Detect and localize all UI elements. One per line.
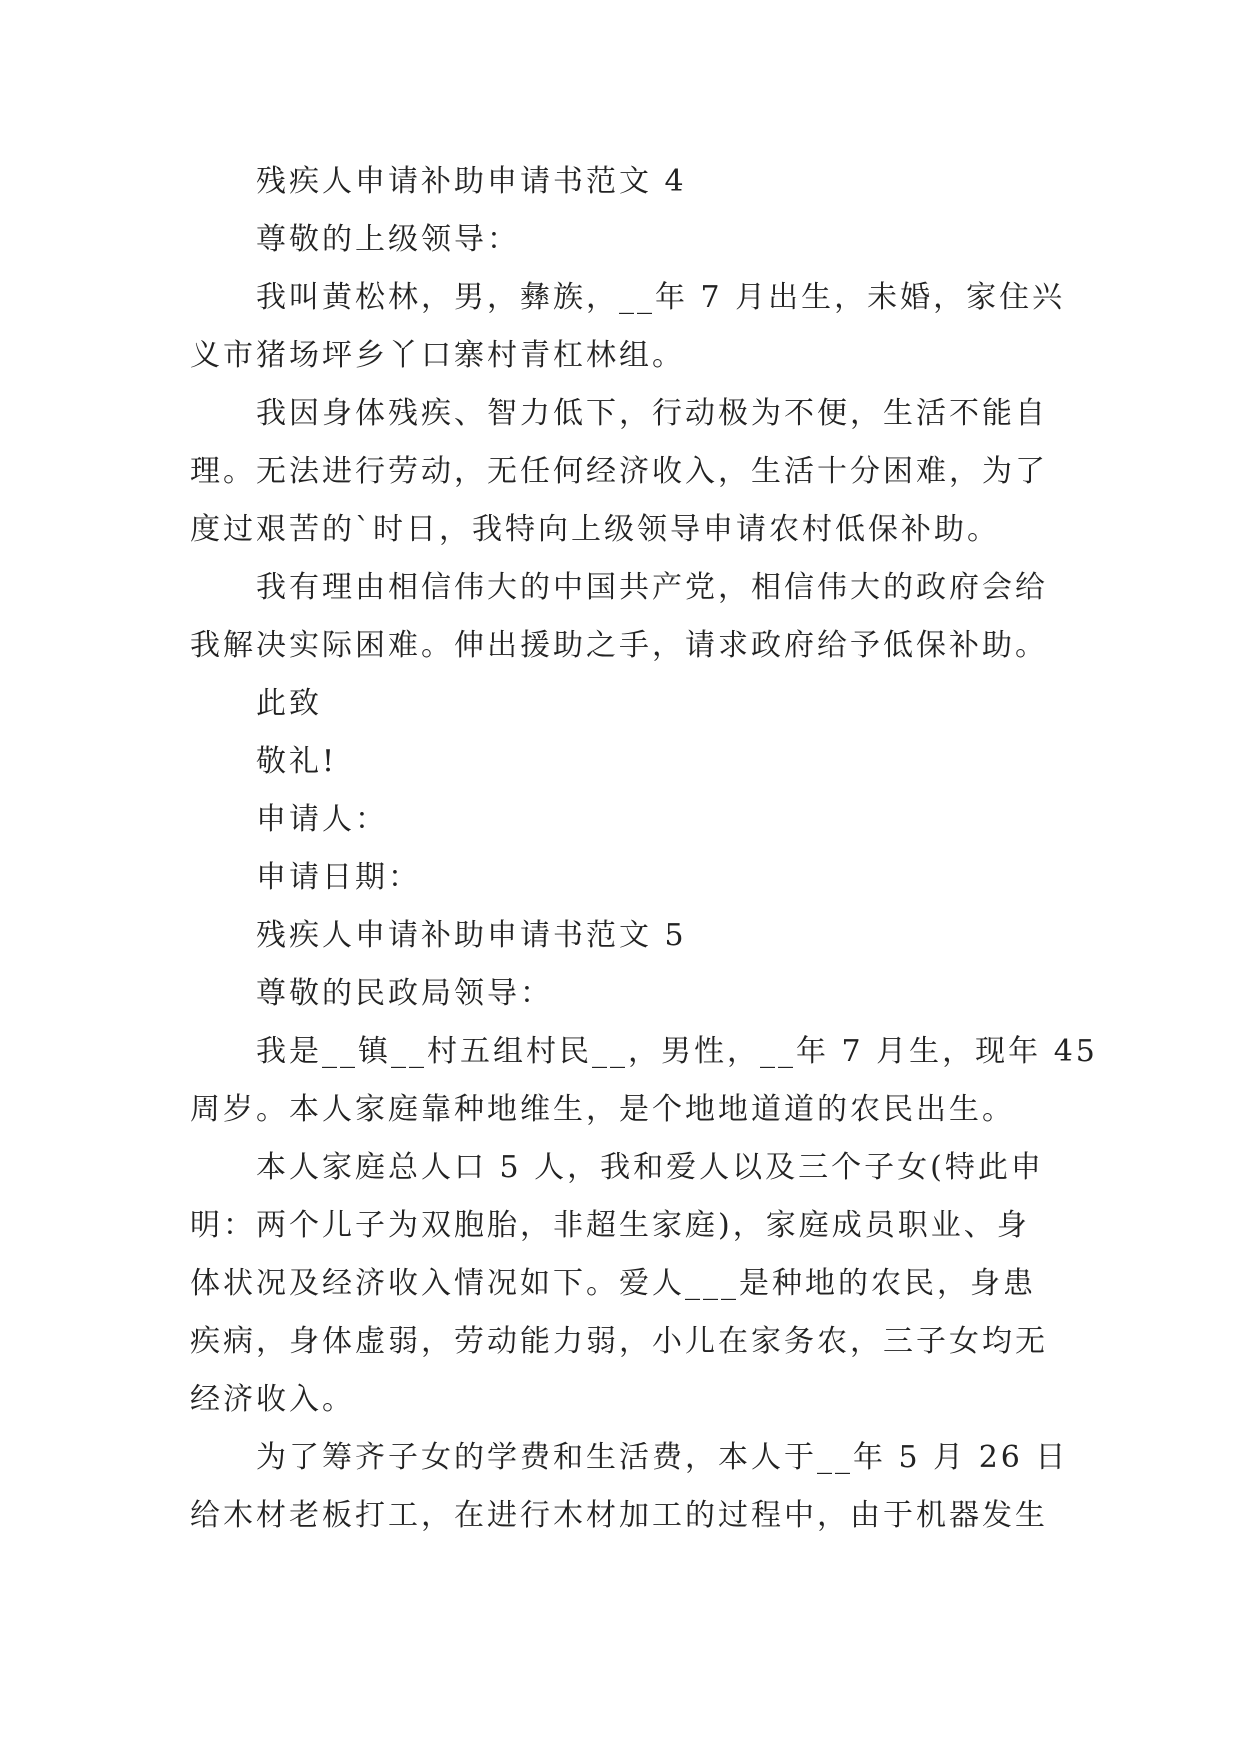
paragraph-line: 体状况及经济收入情况如下。爱人___是种地的农民，身患 (190, 1266, 1036, 1301)
document-body (190, 160, 1098, 1538)
salutation: 尊敬的上级领导： (256, 222, 520, 257)
paragraph-line: 周岁。本人家庭靠种地维生，是个地地道道的农民出生。 (190, 1092, 1015, 1127)
paragraph-line: 我有理由相信伟大的中国共产党，相信伟大的政府会给 (256, 570, 1048, 605)
paragraph-line: 经济收入。 (190, 1382, 355, 1417)
applicant-label: 申请人： (256, 802, 388, 837)
paragraph-line: 给木材老板打工，在进行木材加工的过程中，由于机器发生 (190, 1498, 1048, 1533)
paragraph-line: 度过艰苦的`时日，我特向上级领导申请农村低保补助。 (190, 512, 1000, 547)
paragraph-line: 理。无法进行劳动，无任何经济收入，生活十分困难，为了 (190, 454, 1048, 489)
closing-line: 此致 (256, 686, 322, 721)
paragraph-line: 我是__镇__村五组村民__，男性，__年 7 月生，现年 45 (256, 1034, 1098, 1069)
paragraph-line: 我叫黄松林，男，彝族，__年 7 月出生，未婚，家住兴 (256, 280, 1066, 315)
salutation: 尊敬的民政局领导： (256, 976, 553, 1011)
paragraph-line: 本人家庭总人口 5 人，我和爱人以及三个子女(特此申 (256, 1150, 1044, 1185)
paragraph-line: 义市猪场坪乡丫口寨村青杠林组。 (190, 338, 685, 373)
paragraph-line: 疾病，身体虚弱，劳动能力弱，小儿在家务农，三子女均无 (190, 1324, 1048, 1359)
application-date-label: 申请日期： (256, 860, 421, 895)
paragraph-line: 我因身体残疾、智力低下，行动极为不便，生活不能自 (256, 396, 1048, 431)
paragraph-line: 明：两个儿子为双胞胎，非超生家庭)，家庭成员职业、身 (190, 1208, 1030, 1243)
paragraph-line: 我解决实际困难。伸出援助之手，请求政府给予低保补助。 (190, 628, 1048, 663)
section-title-4: 残疾人申请补助申请书范文 4 (256, 164, 687, 199)
closing-line: 敬礼! (256, 744, 338, 779)
paragraph-line: 为了筹齐子女的学费和生活费，本人于__年 5 月 26 日 (256, 1440, 1069, 1475)
section-title-5: 残疾人申请补助申请书范文 5 (256, 918, 687, 953)
